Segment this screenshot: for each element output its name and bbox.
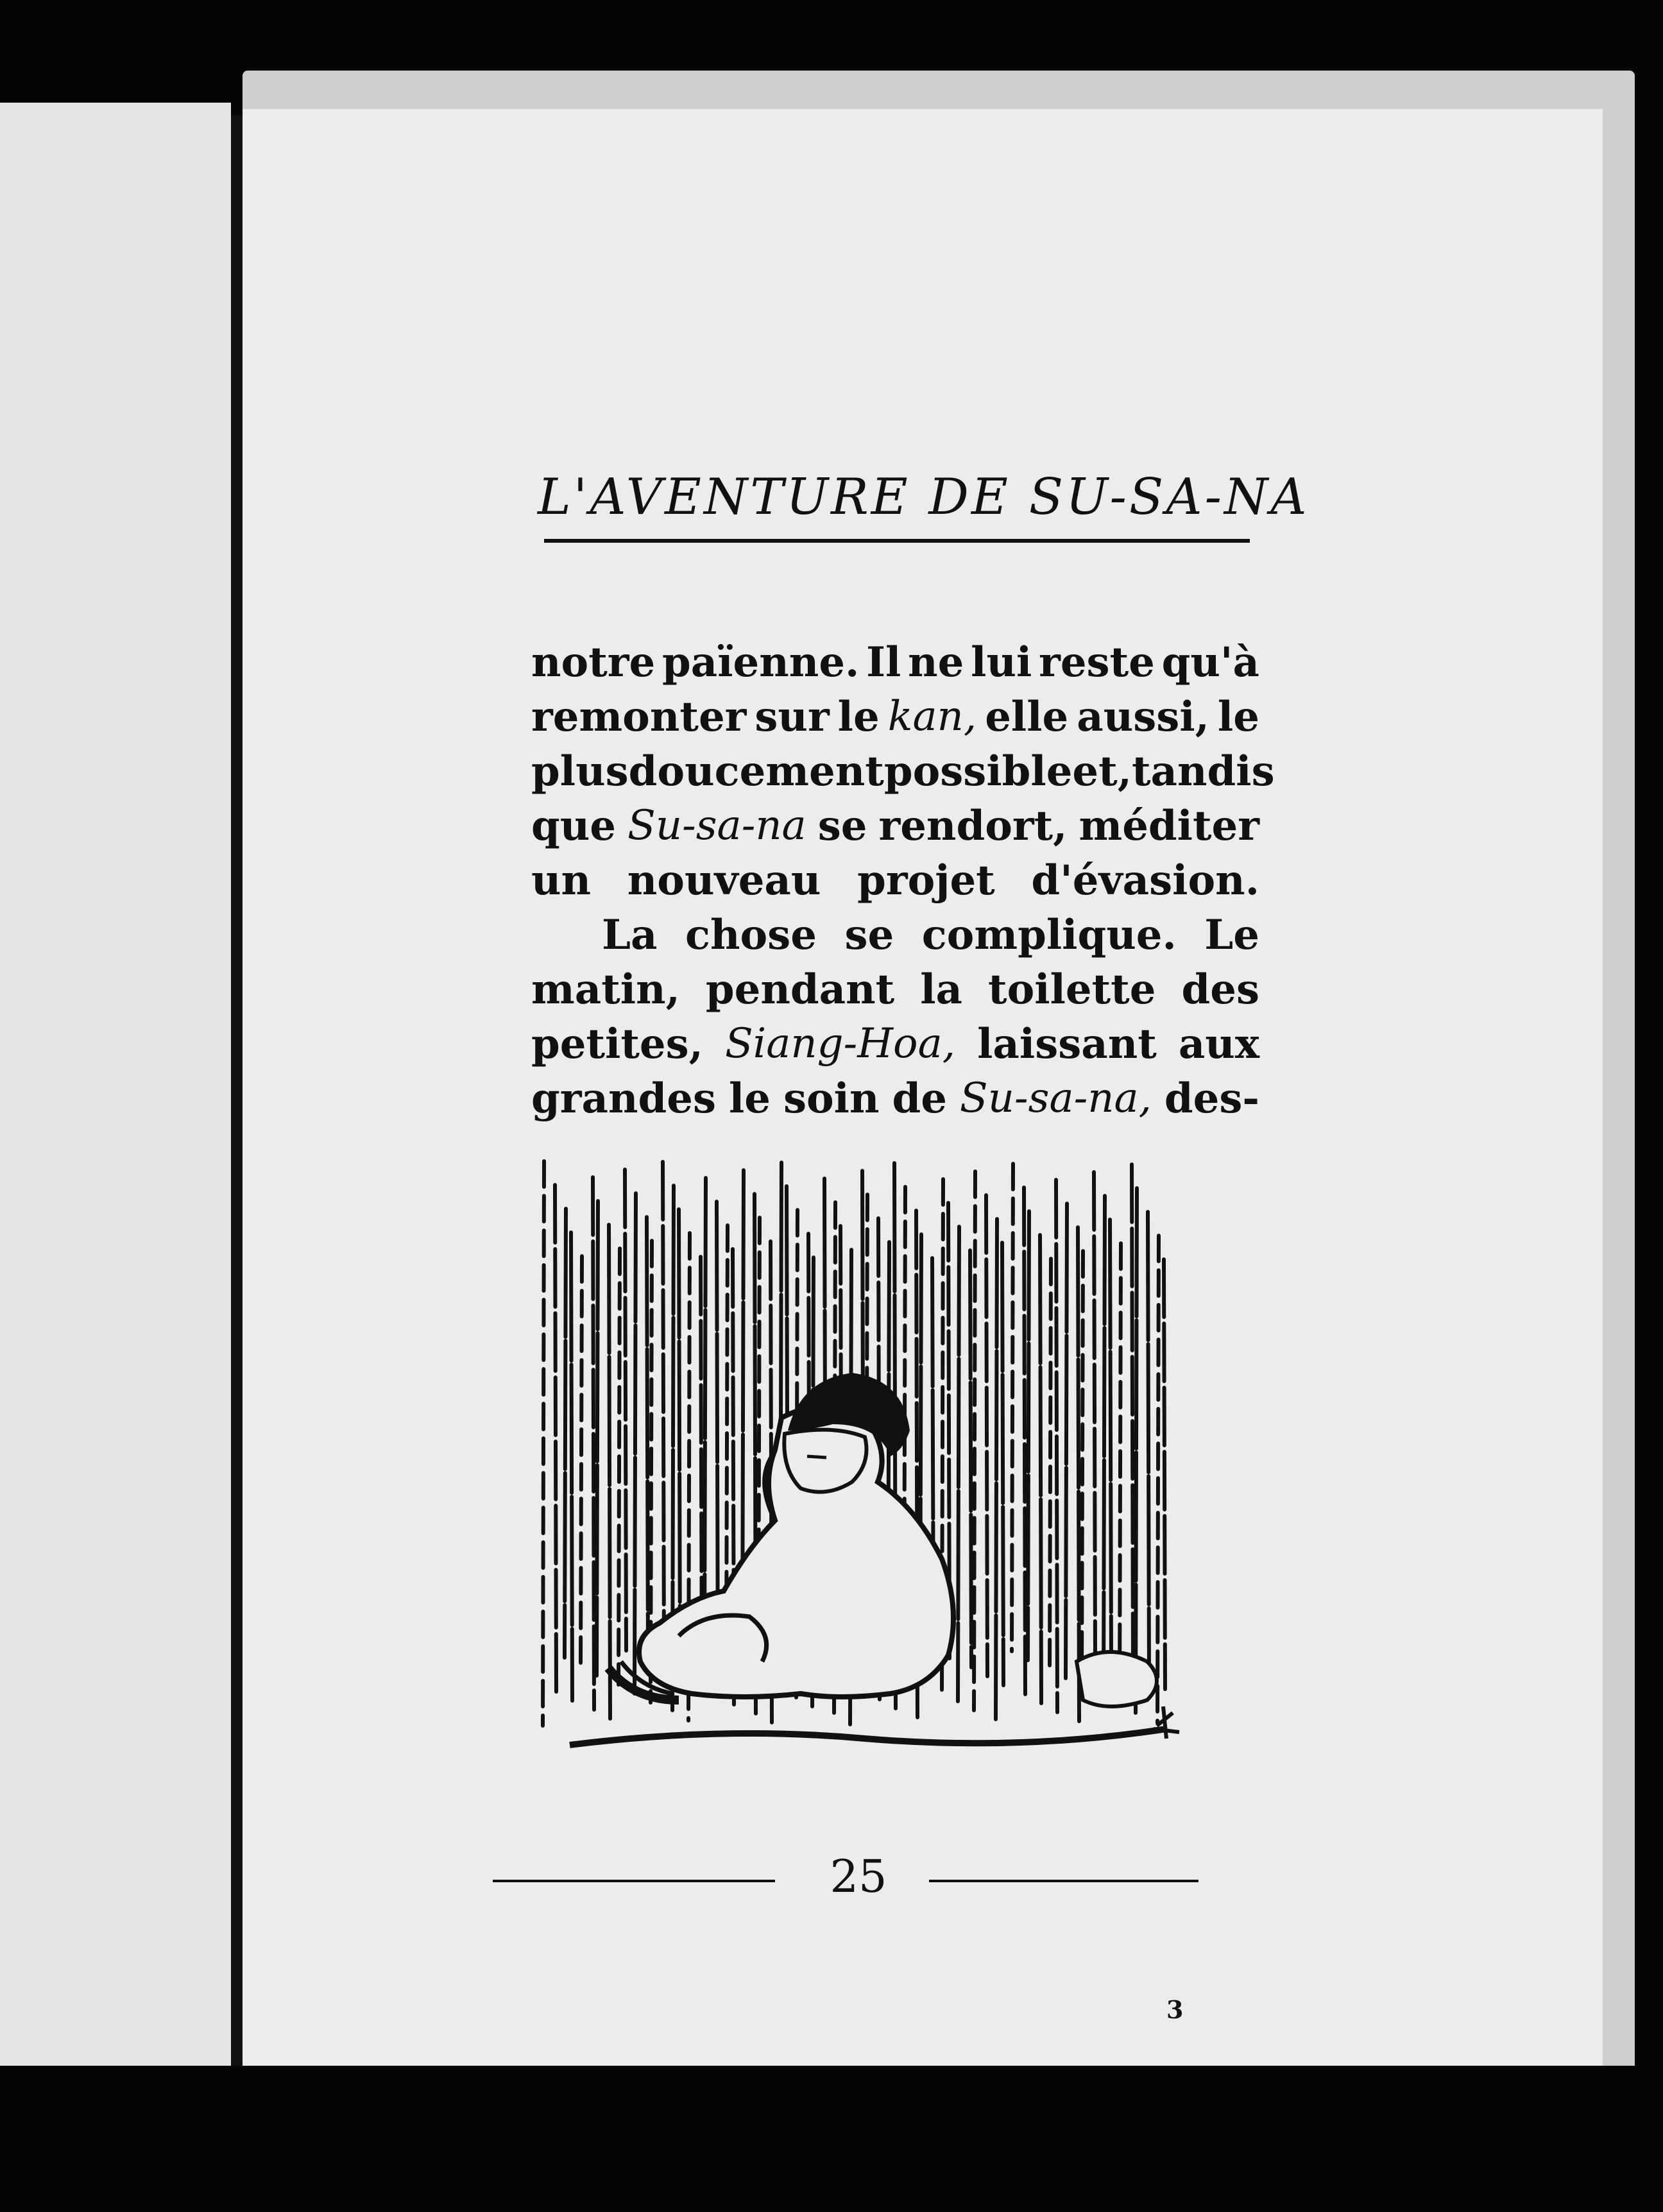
- text-line: [531, 962, 1259, 1017]
- signature-mark: 3: [1166, 1995, 1184, 2024]
- hatch-stroke: [618, 1248, 620, 1685]
- hatch-stroke: [1104, 1196, 1105, 1696]
- word: petites,: [531, 1020, 703, 1068]
- word: Siang-Hoa,: [724, 1020, 956, 1068]
- hatch-stroke: [663, 1162, 664, 1669]
- hatch-stroke: [1056, 1180, 1057, 1712]
- word: qu'à: [1161, 638, 1259, 686]
- hatch-stroke: [597, 1201, 598, 1676]
- hatch-stroke: [1157, 1236, 1159, 1723]
- word: aussi,: [1077, 693, 1209, 741]
- book-spine: [231, 115, 243, 2066]
- hatch-stroke: [974, 1171, 975, 1710]
- word: le: [728, 1075, 771, 1123]
- word: toilette: [988, 966, 1156, 1014]
- hatch-stroke: [1028, 1211, 1029, 1660]
- word: chose: [685, 911, 817, 959]
- hatch-stroke: [1110, 1220, 1111, 1662]
- hatch-stroke: [958, 1227, 959, 1701]
- word: de: [892, 1075, 947, 1123]
- word: le: [837, 693, 880, 741]
- word: kan,: [887, 693, 977, 740]
- hatch-stroke: [565, 1209, 566, 1658]
- hatch-stroke: [1082, 1251, 1083, 1687]
- word: reste: [1039, 638, 1155, 686]
- hatch-stroke: [635, 1193, 636, 1694]
- child-sitting-illustration: [531, 1148, 1192, 1803]
- word: tandis: [1131, 747, 1275, 795]
- word: matin,: [531, 966, 680, 1014]
- word: Su-sa-na: [627, 802, 806, 849]
- previous-page-edge: [0, 103, 231, 2066]
- text-line: [531, 744, 1275, 799]
- hatch-stroke: [609, 1225, 610, 1719]
- word: aux: [1178, 1020, 1259, 1068]
- hatch-stroke: [625, 1170, 626, 1651]
- word: laissant: [977, 1020, 1157, 1068]
- hatch-stroke: [1136, 1188, 1137, 1714]
- hatch-stroke: [1040, 1235, 1041, 1703]
- word: pendant: [705, 966, 895, 1014]
- text-line: [531, 1017, 1259, 1071]
- hatch-stroke: [1050, 1259, 1051, 1669]
- hatch-stroke: [1164, 1259, 1165, 1689]
- word: notre: [531, 638, 656, 686]
- word: que: [531, 802, 616, 850]
- text-line: [531, 799, 1259, 853]
- hatch-stroke: [704, 1178, 706, 1653]
- book-page: [243, 109, 1603, 2072]
- word: grandes: [531, 1075, 716, 1123]
- word: le: [1217, 693, 1259, 741]
- word: se: [844, 911, 894, 959]
- text-line: [531, 690, 1259, 744]
- hatch-stroke: [1148, 1212, 1149, 1680]
- word: Le: [1204, 911, 1259, 959]
- word: projet: [857, 856, 995, 905]
- word: rendort,: [878, 802, 1068, 850]
- page-number: 25: [830, 1850, 887, 1903]
- word: remonter: [531, 693, 747, 741]
- hatch-stroke: [581, 1256, 582, 1667]
- word: La: [602, 911, 658, 959]
- word: elle: [985, 693, 1069, 741]
- scan-border: [0, 2066, 1663, 2212]
- word: possible: [883, 747, 1073, 795]
- text-line: [531, 635, 1259, 690]
- word: des-: [1164, 1075, 1259, 1123]
- text-line: [531, 1071, 1259, 1126]
- hatch-stroke: [1066, 1204, 1067, 1678]
- hatch-stroke: [996, 1219, 997, 1719]
- folio-rule-right: [929, 1880, 1198, 1882]
- word: sur: [755, 693, 830, 741]
- hatch-stroke: [543, 1161, 544, 1726]
- hatch-stroke: [571, 1232, 572, 1701]
- word: des: [1181, 966, 1259, 1014]
- word: la: [920, 966, 962, 1014]
- word: Su-sa-na,: [959, 1075, 1152, 1122]
- hatch-stroke: [1012, 1164, 1013, 1651]
- word: d'évasion.: [1031, 856, 1259, 905]
- word: Il: [866, 638, 901, 686]
- hatch-stroke: [1078, 1227, 1079, 1721]
- folio-rule-left: [493, 1880, 775, 1882]
- hatch-stroke: [1120, 1243, 1121, 1705]
- hatch-stroke: [647, 1217, 648, 1660]
- word: et,: [1072, 747, 1132, 795]
- folio-row: [493, 1850, 1198, 1905]
- hatch-stroke: [555, 1185, 556, 1692]
- word: ne: [908, 638, 964, 686]
- body-text: [531, 635, 1275, 1126]
- hatch-stroke: [1024, 1187, 1025, 1694]
- word: se: [817, 802, 867, 850]
- word: lui: [971, 638, 1032, 686]
- word: complique.: [921, 911, 1177, 959]
- word: soin: [783, 1075, 880, 1123]
- word: méditer: [1079, 802, 1259, 850]
- running-head-rule: [544, 539, 1250, 543]
- running-head: L'AVENTURE DE SU-SA-NA: [538, 468, 1309, 526]
- hatch-stroke: [986, 1195, 987, 1676]
- hatch-stroke: [1002, 1243, 1003, 1685]
- hatch-stroke: [1094, 1172, 1095, 1653]
- word: un: [531, 856, 592, 905]
- hatch-stroke: [1132, 1164, 1133, 1671]
- text-line: [531, 853, 1259, 908]
- text-line: [531, 908, 1259, 962]
- word: plus: [531, 747, 629, 795]
- word: païenne.: [662, 638, 860, 686]
- hatch-stroke: [970, 1250, 971, 1667]
- hatch-stroke: [593, 1177, 594, 1710]
- word: nouveau: [627, 856, 821, 905]
- word: doucement: [628, 747, 884, 795]
